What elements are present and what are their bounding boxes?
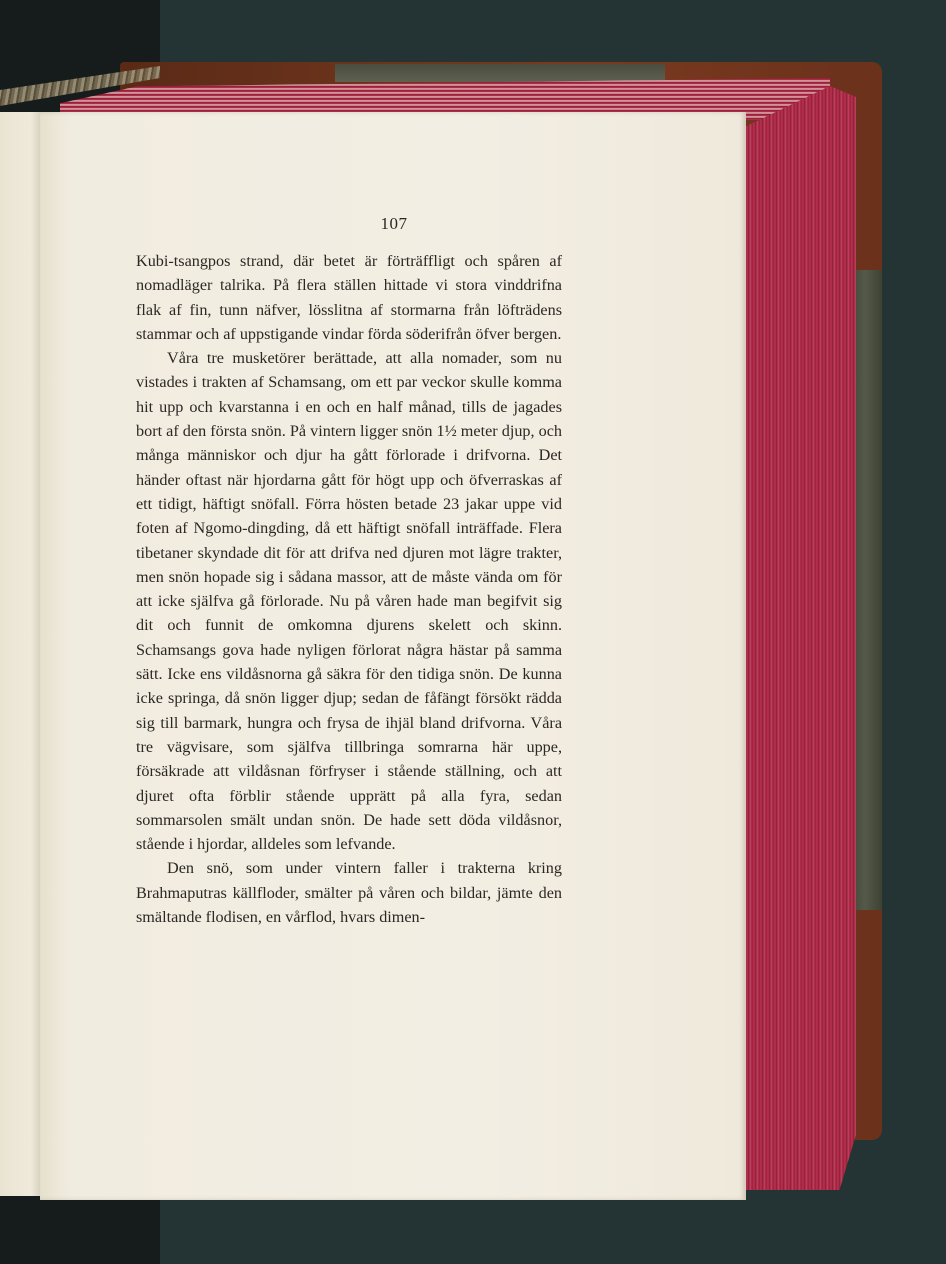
page-edges-side: [738, 86, 856, 1190]
paragraph-3: Den snö, som under vintern faller i trakterna kring Brahmaputras källfloder, smälter på våren och bildar, jämte den smältande flodisen, en vårflod, hvars dimen-: [136, 859, 562, 927]
left-page-sliver: [0, 112, 44, 1196]
page-number: 107: [380, 214, 408, 233]
book-page: [40, 112, 746, 1200]
cover-cloth-top: [335, 64, 665, 82]
paragraph-2: Våra tre musketörer berättade, att alla nomader, som nu vistades i trakten af Schamsang, om ett par veckor skulle komma hit upp och kvarstanna i en och en half månad, tills de jagades bort af den första snön. På vintern ligger snön 1½ meter djup, och många människor och djur hа gått förlorade i drifvorna. Det händer oftast när hjordarna gått för högt upp och öfverraskas af ett tidigt, häftigt snöfall. Förra hösten betade 23 jakar uppe vid foten af Ngomo-dingding, då ett häftigt snöfall inträffade. Flera tibetaner skyndade dit för att drifva ned djuren mot lägre trakter, men snön hopade sig i sådana massor, att de måste vända om för att icke själfva gå förlorade. Nu på våren hade man begifvit sig dit och funnit de omkomna djurens skelett och skinn. Schamsangs gova hade nyligen förlorat några hästar på samma sätt. Icke ens vildåsnorna gå säkra för den tidiga snön. De kunna icke springa, då snön ligger djup; sedan de fåfängt försökt rädda sig till barmark, hungra och frysa de ihjäl bland drifvorna. Våra tre vägvisare, som själfva tillbringa somrarna här uppe, försäkrade att vildåsnan förfryser i stående ställning, och att djuret ofta förblir stående upprätt på alla fyra, sedan sommarsolen smält undan snön. De hade sett döda vildåsnor, stående i hjordar, alldeles som lefvande.: [136, 349, 562, 854]
paragraph-1: Kubi-tsangpos strand, där betet är förträffligt och spåren af nomadläger talrika. På flera ställen hittade vi stora vinddrifna flak af fin, tunn näfver, lösslitna af stormarna från löfträdens stammar och af uppstigande vindar förda söderifrån öfver bergen.: [136, 252, 562, 343]
page-text: [136, 249, 562, 929]
